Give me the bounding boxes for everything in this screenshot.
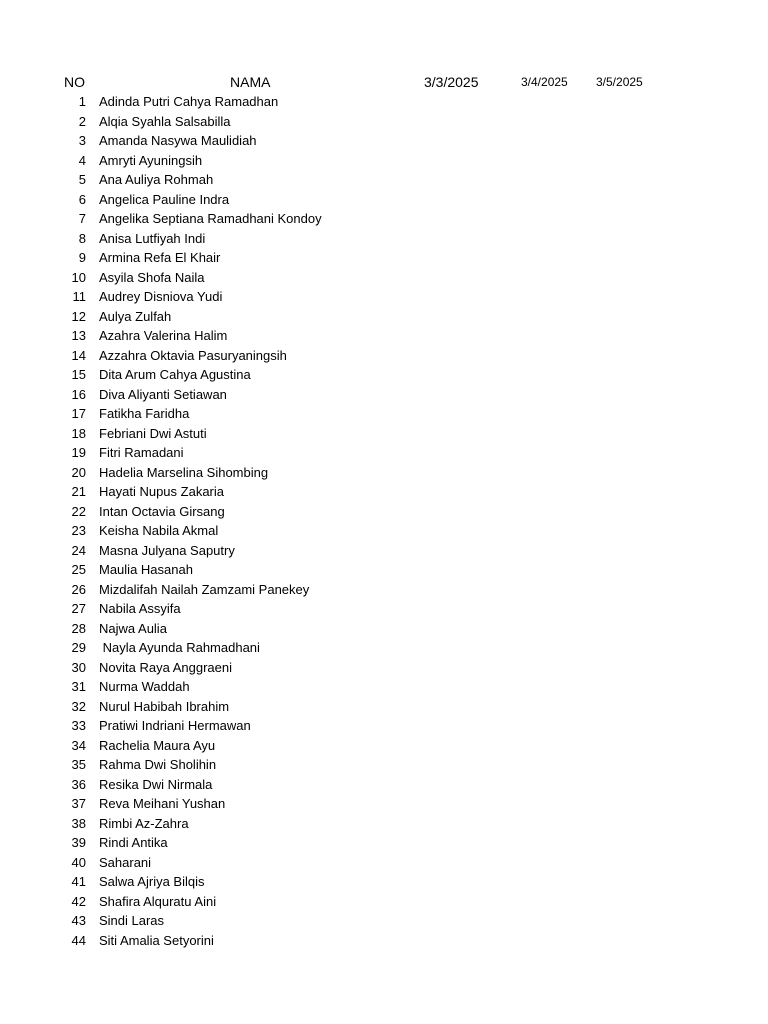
table-row [0,853,768,873]
row-number: 31 [71,679,86,694]
table-row [0,599,768,619]
row-number: 5 [78,172,86,187]
row-number: 42 [71,893,86,909]
row-number: 10 [71,269,86,285]
row-number: 7 [78,211,86,226]
student-name: Amanda Nasywa Maulidiah [99,133,257,148]
table-row [0,287,768,307]
student-name: Rindi Antika [99,835,168,850]
row-number: 2 [78,113,86,129]
table-row [0,248,768,268]
header-date-1: 3/3/2025 [424,74,479,90]
table-row [0,131,768,151]
student-name: Dita Arum Cahya Agustina [99,367,251,382]
table-row [0,736,768,756]
student-name: Anisa Lutfiyah Indi [99,230,206,246]
row-number: 9 [78,250,86,265]
table-row [0,755,768,775]
student-name: Angelica Pauline Indra [99,191,230,207]
student-name: Shafira Alquratu Aini [99,893,217,909]
row-number: 29 [71,640,86,655]
table-row [0,326,768,346]
header-nama: NAMA [230,74,271,90]
row-number: 16 [71,386,86,402]
student-name: Nurma Waddah [99,679,190,694]
row-number: 40 [71,854,86,870]
row-number: 37 [71,796,86,811]
student-name: Fitri Ramadani [99,445,184,460]
row-number: 13 [71,328,86,343]
row-number: 21 [71,484,86,499]
student-name: Sindi Laras [99,913,165,928]
row-number: 18 [71,425,86,441]
table-row [0,404,768,424]
table-row [0,463,768,483]
table-row [0,716,768,736]
row-number: 19 [71,445,86,460]
table-row [0,151,768,171]
student-name: Rachelia Maura Ayu [99,737,216,753]
table-row [0,697,768,717]
student-name: Ana Auliya Rohmah [99,172,214,187]
table-row [0,521,768,541]
row-number: 25 [71,562,86,577]
table-row [0,931,768,951]
table-row [0,658,768,678]
table-row [0,346,768,366]
student-name: Adinda Putri Cahya Ramadhan [99,94,279,109]
row-number: 24 [71,542,86,558]
row-number: 41 [71,874,86,889]
row-number: 17 [71,406,86,421]
student-name: Maulia Hasanah [99,562,193,577]
table-row [0,443,768,463]
table-row [0,833,768,853]
student-name: Reva Meihani Yushan [99,796,226,811]
header-date-3: 3/5/2025 [596,75,643,89]
row-number: 3 [78,133,86,148]
student-name: Aulya Zulfah [99,308,172,324]
table-row [0,619,768,639]
student-name: Asyila Shofa Naila [99,269,205,285]
student-name: Nabila Assyifa [99,601,181,616]
row-number: 1 [78,94,86,109]
table-row [0,268,768,288]
student-name: Fatikha Faridha [99,406,190,421]
table-row [0,541,768,561]
student-name: Keisha Nabila Akmal [99,523,219,538]
table-row [0,580,768,600]
row-number: 4 [78,152,86,168]
row-number: 23 [71,523,86,538]
header-date-2: 3/4/2025 [521,75,568,89]
row-number: 14 [71,347,86,363]
table-row [0,482,768,502]
row-number: 33 [71,718,86,733]
student-name: Febriani Dwi Astuti [99,425,207,441]
student-name: Siti Amalia Setyorini [99,932,214,948]
row-number: 8 [78,230,86,246]
student-name: Nayla Ayunda Rahmadhani [99,640,260,655]
row-number: 36 [71,776,86,792]
row-number: 6 [78,191,86,207]
student-name: Hayati Nupus Zakaria [99,484,224,499]
student-name: Salwa Ajriya Bilqis [99,874,205,889]
table-row [0,307,768,327]
student-name: Amryti Ayuningsih [99,152,203,168]
table-row [0,794,768,814]
student-name: Masna Julyana Saputry [99,542,235,558]
table-row [0,775,768,795]
student-name: Novita Raya Anggraeni [99,659,232,675]
student-name: Azahra Valerina Halim [99,328,228,343]
student-list [0,92,768,950]
table-row [0,170,768,190]
table-row [0,229,768,249]
header-no: NO [64,74,85,90]
table-row [0,814,768,834]
table-row [0,872,768,892]
table-row [0,892,768,912]
student-name: Rahma Dwi Sholihin [99,757,217,772]
row-number: 30 [71,659,86,675]
table-row [0,638,768,658]
student-name: Resika Dwi Nirmala [99,776,213,792]
student-name: Alqia Syahla Salsabilla [99,113,231,129]
row-number: 44 [71,932,86,948]
student-name: Mizdalifah Nailah Zamzami Panekey [99,581,310,597]
row-number: 27 [71,601,86,616]
student-name: Angelika Septiana Ramadhani Kondoy [99,211,322,226]
row-number: 28 [71,620,86,636]
table-row [0,112,768,132]
table-row [0,424,768,444]
student-name: Diva Aliyanti Setiawan [99,386,227,402]
table-row [0,365,768,385]
table-row [0,92,768,112]
student-name: Azzahra Oktavia Pasuryaningsih [99,347,287,363]
student-name: Hadelia Marselina Sihombing [99,464,269,480]
student-name: Intan Octavia Girsang [99,503,225,519]
row-number: 38 [71,815,86,831]
student-name: Rimbi Az-Zahra [99,815,189,831]
row-number: 26 [71,581,86,597]
student-name: Audrey Disniova Yudi [99,289,223,304]
table-row [0,560,768,580]
student-name: Armina Refa El Khair [99,250,221,265]
table-row [0,911,768,931]
row-number: 12 [71,308,86,324]
row-number: 32 [71,698,86,714]
row-number: 11 [72,289,86,304]
table-row [0,190,768,210]
student-name: Najwa Aulia [99,620,167,636]
table-row [0,677,768,697]
table-row [0,209,768,229]
row-number: 43 [71,913,86,928]
table-row [0,385,768,405]
student-name: Nurul Habibah Ibrahim [99,698,230,714]
row-number: 34 [71,737,86,753]
row-number: 39 [71,835,86,850]
row-number: 20 [71,464,86,480]
row-number: 22 [71,503,86,519]
row-number: 15 [71,367,86,382]
row-number: 35 [71,757,86,772]
student-name: Saharani [99,854,152,870]
header-row [0,73,768,91]
student-name: Pratiwi Indriani Hermawan [99,718,251,733]
table-row [0,502,768,522]
